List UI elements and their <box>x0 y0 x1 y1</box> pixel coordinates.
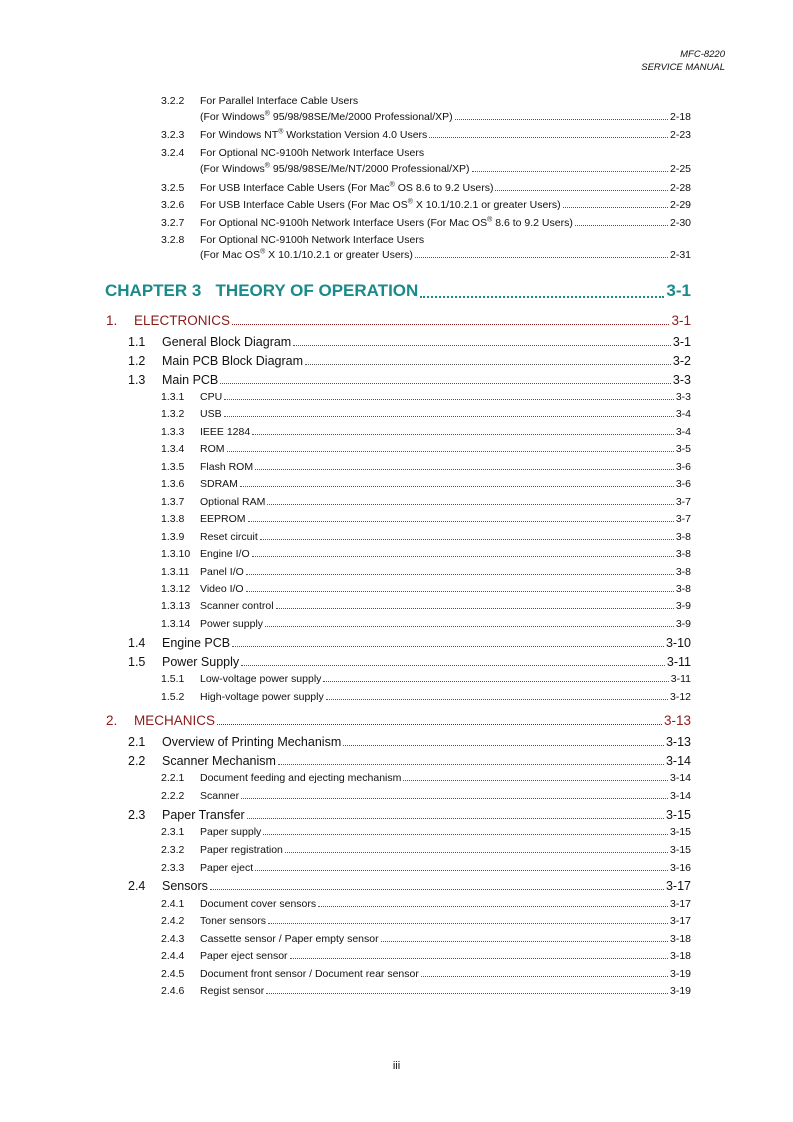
toc-page: 3-16 <box>669 862 691 874</box>
toc-title: Scanner <box>200 790 240 802</box>
leader-dots <box>224 399 674 400</box>
toc-entry[interactable] <box>161 496 691 508</box>
toc-title: General Block Diagram <box>162 335 292 349</box>
toc-entry[interactable] <box>128 808 691 822</box>
toc-entry[interactable] <box>106 713 691 728</box>
toc-number: 1.3.4 <box>161 443 185 455</box>
toc-title: Scanner control <box>200 600 274 612</box>
leader-dots <box>224 416 674 417</box>
toc-number: 2.2.2 <box>161 790 185 802</box>
toc-page: 2-25 <box>669 163 691 175</box>
leader-dots <box>232 324 669 325</box>
leader-dots <box>232 646 664 647</box>
toc-number: 2. <box>106 713 118 728</box>
toc-title: Power Supply <box>162 655 240 669</box>
toc-title: Document front sensor / Document rear sensor <box>200 968 419 980</box>
toc-number: 3.2.7 <box>161 217 185 229</box>
toc-title: Regist sensor <box>200 985 265 997</box>
leader-dots <box>293 345 671 346</box>
toc-page: 3-9 <box>675 618 691 630</box>
toc-entry[interactable] <box>161 566 691 578</box>
toc-entry[interactable] <box>161 618 691 630</box>
toc-number: 2.4.3 <box>161 933 185 945</box>
leader-dots <box>255 469 674 470</box>
toc-page: 3-7 <box>675 496 691 508</box>
toc-entry[interactable] <box>161 531 691 543</box>
toc-entry[interactable] <box>161 443 691 455</box>
toc-entry[interactable] <box>161 391 691 403</box>
toc-entry-3-2-8-cont[interactable] <box>200 249 691 261</box>
toc-entry[interactable] <box>161 673 691 685</box>
toc-title: Toner sensors <box>200 915 266 927</box>
toc-title: Cassette sensor / Paper empty sensor <box>200 933 379 945</box>
toc-page: 3-18 <box>669 950 691 962</box>
toc-number: 1.3.12 <box>161 583 191 595</box>
toc-title: Document cover sensors <box>200 898 317 910</box>
leader-dots <box>381 941 668 942</box>
toc-page: 3-14 <box>669 790 691 802</box>
toc-number: 1.3.5 <box>161 461 185 473</box>
toc-title: Paper eject sensor <box>200 950 288 962</box>
toc-entry-3-2-5[interactable] <box>161 182 691 194</box>
toc-entry[interactable] <box>161 461 691 473</box>
leader-dots <box>240 486 674 487</box>
toc-title: Sensors <box>162 879 208 893</box>
toc-entry[interactable] <box>161 844 691 856</box>
chapter-label: CHAPTER 3 THEORY OF OPERATION <box>105 281 419 300</box>
leader-dots <box>266 993 668 994</box>
toc-number: 2.3.3 <box>161 862 185 874</box>
toc-title: Main PCB <box>162 373 219 387</box>
toc-entry[interactable] <box>161 691 691 703</box>
toc-number: 3.2.5 <box>161 182 185 194</box>
toc-title: Reset circuit <box>200 531 258 543</box>
toc-number: 1.3.7 <box>161 496 185 508</box>
leader-dots <box>217 724 662 725</box>
toc-page: 3-4 <box>675 408 691 420</box>
toc-title: Flash ROM <box>200 461 254 473</box>
leader-dots <box>260 539 674 540</box>
toc-entry-3-2-8[interactable] <box>161 234 691 246</box>
toc-number: 1.3.8 <box>161 513 185 525</box>
toc-entry[interactable] <box>128 335 691 349</box>
toc-title: Video I/O <box>200 583 244 595</box>
toc-page: 3-8 <box>675 548 691 560</box>
leader-dots <box>263 834 668 835</box>
toc-title: ROM <box>200 443 225 455</box>
toc-page: 3-8 <box>675 531 691 543</box>
toc-entry-3-2-3[interactable] <box>161 129 691 141</box>
leader-dots <box>343 745 664 746</box>
toc-page: 3-13 <box>665 735 691 749</box>
toc-entry[interactable] <box>106 313 691 328</box>
toc-title: EEPROM <box>200 513 246 525</box>
toc-entry-3-2-2-cont[interactable] <box>200 111 691 123</box>
toc-number: 2.4.1 <box>161 898 185 910</box>
toc-number: 1.3.11 <box>161 566 190 578</box>
toc-page: 3-18 <box>669 933 691 945</box>
toc-page: 3-3 <box>672 373 691 387</box>
toc-title: Paper registration <box>200 844 283 856</box>
toc-number: 3.2.8 <box>161 234 185 246</box>
toc-entry[interactable] <box>161 826 691 838</box>
toc-entry-3-2-6[interactable] <box>161 199 691 211</box>
toc-page: 3-5 <box>675 443 691 455</box>
leader-dots <box>276 608 674 609</box>
toc-number: 2.4.4 <box>161 950 185 962</box>
toc-entry[interactable] <box>128 879 691 893</box>
leader-dots <box>248 521 674 522</box>
toc-number: 1.1 <box>128 335 146 349</box>
toc-number: 2.3 <box>128 808 146 822</box>
toc-number: 1.3.1 <box>161 391 185 403</box>
toc-title: Paper eject <box>200 862 254 874</box>
toc-number: 2.4 <box>128 879 146 893</box>
leader-dots <box>495 190 668 191</box>
toc-page: 3-14 <box>665 754 691 768</box>
toc-entry[interactable] <box>161 426 691 438</box>
toc-number: 2.2.1 <box>161 772 185 784</box>
toc-page: 3-11 <box>666 655 691 669</box>
leader-dots <box>268 923 668 924</box>
toc-number: 3.2.4 <box>161 147 185 159</box>
toc-title: For Windows NT® Workstation Version 4.0 Users <box>200 128 428 141</box>
toc-title: MECHANICS <box>134 713 216 728</box>
toc-number: 1.2 <box>128 354 146 368</box>
leader-dots <box>252 556 674 557</box>
toc-entry[interactable] <box>161 513 691 525</box>
toc-page: 3-2 <box>672 354 691 368</box>
toc-number: 2.3.2 <box>161 844 185 856</box>
toc-entry[interactable] <box>161 862 691 874</box>
toc-page: 3-4 <box>675 426 691 438</box>
header-doc-title: SERVICE MANUAL <box>641 62 725 73</box>
toc-page: 2-28 <box>669 182 691 194</box>
page-number: iii <box>392 1060 401 1072</box>
toc-number: 3.2.2 <box>161 95 185 107</box>
toc-number: 3.2.3 <box>161 129 185 141</box>
toc-entry[interactable] <box>128 354 691 368</box>
toc-page: 3-15 <box>669 826 691 838</box>
toc-entry-3-2-4-cont[interactable] <box>200 163 691 175</box>
toc-number: 2.3.1 <box>161 826 185 838</box>
toc-entry[interactable] <box>161 915 691 927</box>
toc-number: 2.4.5 <box>161 968 185 980</box>
toc-title: IEEE 1284 <box>200 426 251 438</box>
leader-dots <box>563 207 668 208</box>
toc-page: 3-12 <box>669 691 691 703</box>
toc-number: 1.3.13 <box>161 600 191 612</box>
leader-dots <box>455 119 668 120</box>
toc-entry[interactable] <box>161 600 691 612</box>
toc-number: 1.5 <box>128 655 146 669</box>
toc-number: 1.3.3 <box>161 426 185 438</box>
toc-page: 2-29 <box>669 199 691 211</box>
leader-dots <box>278 764 664 765</box>
leader-dots <box>255 870 668 871</box>
toc-number: 2.1 <box>128 735 146 749</box>
toc-number: 2.4.2 <box>161 915 185 927</box>
leader-dots <box>241 798 668 799</box>
toc-title: Engine PCB <box>162 636 231 650</box>
toc-entry[interactable] <box>161 898 691 910</box>
toc-title: For Optional NC-9100h Network Interface Users (For Mac OS® 8.6 to 9.2 Users) <box>200 216 573 229</box>
leader-dots <box>472 171 668 172</box>
toc-number: 2.2 <box>128 754 146 768</box>
toc-page: 3-7 <box>675 513 691 525</box>
leader-dots <box>290 958 668 959</box>
leader-dots <box>421 976 668 977</box>
leader-dots <box>210 889 664 890</box>
toc-entry[interactable] <box>128 373 691 387</box>
toc-entry[interactable] <box>161 790 691 802</box>
leader-dots <box>247 818 664 819</box>
toc-title: For USB Interface Cable Users (For Mac OS® X 10.1/10.2.1 or greater Users) <box>200 198 561 211</box>
leader-dots <box>323 681 668 682</box>
leader-dots <box>252 434 674 435</box>
toc-page: 3-1 <box>671 313 691 328</box>
toc-title: Main PCB Block Diagram <box>162 354 304 368</box>
toc-title-cont: (For Windows® 95/98/98SE/Me/NT/2000 Professional/XP) <box>200 162 470 175</box>
toc-title-cont: (For Mac OS® X 10.1/10.2.1 or greater Users) <box>200 248 413 261</box>
leader-dots <box>429 137 668 138</box>
toc-title: USB <box>200 408 222 420</box>
toc-page: 3-17 <box>665 879 691 893</box>
toc-title: Paper supply <box>200 826 262 838</box>
toc-entry[interactable] <box>161 968 691 980</box>
toc-page: 3-15 <box>665 808 691 822</box>
toc-title: Optional RAM <box>200 496 266 508</box>
toc-title: Power supply <box>200 618 264 630</box>
toc-number: 1. <box>106 313 118 328</box>
toc-page: 3-13 <box>663 713 691 728</box>
chapter-heading[interactable] <box>105 281 691 301</box>
leader-dots <box>267 504 673 505</box>
toc-entry[interactable] <box>128 735 691 749</box>
toc-title: For USB Interface Cable Users (For Mac® OS 8.6 to 9.2 Users) <box>200 181 494 194</box>
toc-page: 3-9 <box>675 600 691 612</box>
toc-entry[interactable] <box>128 754 691 768</box>
toc-entry-3-2-4[interactable] <box>161 147 691 159</box>
toc-number: 1.3.2 <box>161 408 185 420</box>
toc-title: Paper Transfer <box>162 808 245 822</box>
toc-page: 3-8 <box>675 583 691 595</box>
toc-page: 2-30 <box>669 217 691 229</box>
leader-dots <box>326 699 668 700</box>
toc-entry[interactable] <box>128 636 691 650</box>
toc-number: 1.5.2 <box>161 691 185 703</box>
toc-page: 3-19 <box>669 968 691 980</box>
toc-number: 2.4.6 <box>161 985 185 997</box>
toc-page: 3-10 <box>665 636 691 650</box>
toc-title: For Parallel Interface Cable Users <box>200 95 359 107</box>
leader-dots <box>575 225 668 226</box>
toc-title-cont: (For Windows® 95/98/98SE/Me/2000 Professional/XP) <box>200 110 453 123</box>
toc-number: 1.3.10 <box>161 548 191 560</box>
toc-entry[interactable] <box>161 933 691 945</box>
toc-title: SDRAM <box>200 478 238 490</box>
toc-title: ELECTRONICS <box>134 313 231 328</box>
leader-dots <box>403 780 668 781</box>
toc-page: 2-31 <box>669 249 691 261</box>
toc-number: 1.3.14 <box>161 618 191 630</box>
toc-page: 3-6 <box>675 478 691 490</box>
toc-title: For Optional NC-9100h Network Interface Users <box>200 147 425 159</box>
toc-number: 3.2.6 <box>161 199 185 211</box>
toc-title: CPU <box>200 391 223 403</box>
toc-page: 3-17 <box>669 915 691 927</box>
leader-dots <box>285 852 668 853</box>
toc-entry[interactable] <box>161 950 691 962</box>
toc-entry[interactable] <box>161 772 691 784</box>
toc-entry[interactable] <box>161 408 691 420</box>
toc-title: Scanner Mechanism <box>162 754 276 768</box>
toc-page: 3-15 <box>669 844 691 856</box>
toc-number: 1.3 <box>128 373 146 387</box>
toc-title: Low-voltage power supply <box>200 673 322 685</box>
toc-page: 3-3 <box>675 391 691 403</box>
leader-dots <box>227 451 674 452</box>
toc-page: 3-17 <box>669 898 691 910</box>
toc-page: 2-18 <box>669 111 691 123</box>
toc-entry-3-2-7[interactable] <box>161 217 691 229</box>
toc-title: Document feeding and ejecting mechanism <box>200 772 402 784</box>
toc-number: 1.4 <box>128 636 146 650</box>
chapter-title: THEORY OF OPERATION <box>215 281 419 300</box>
toc-title: Panel I/O <box>200 566 244 578</box>
toc-number: 1.5.1 <box>161 673 185 685</box>
toc-number: 1.3.9 <box>161 531 185 543</box>
leader-dots <box>220 383 671 384</box>
chapter-page: 3-1 <box>666 281 691 300</box>
leader-dots <box>318 906 668 907</box>
toc-entry[interactable] <box>161 548 691 560</box>
toc-page: 3-19 <box>669 985 691 997</box>
toc-page: 3-8 <box>675 566 691 578</box>
toc-title: Overview of Printing Mechanism <box>162 735 342 749</box>
toc-entry[interactable] <box>128 655 691 669</box>
leader-dots <box>305 364 671 365</box>
toc-title: High-voltage power supply <box>200 691 324 703</box>
leader-dots <box>241 665 665 666</box>
toc-page: 3-14 <box>669 772 691 784</box>
toc-entry-3-2-2[interactable] <box>161 95 691 107</box>
header-model: MFC-8220 <box>680 49 725 60</box>
leader-dots <box>265 626 674 627</box>
toc-page: 3-1 <box>672 335 691 349</box>
leader-dots <box>246 591 674 592</box>
toc-title: Engine I/O <box>200 548 250 560</box>
toc-page: 3-11 <box>670 673 691 685</box>
toc-entry[interactable] <box>161 985 691 997</box>
leader-dots <box>246 574 674 575</box>
toc-title: For Optional NC-9100h Network Interface Users <box>200 234 425 246</box>
toc-page: 3-6 <box>675 461 691 473</box>
toc-entry[interactable] <box>161 478 691 490</box>
toc-number: 1.3.6 <box>161 478 185 490</box>
leader-dots <box>415 257 668 258</box>
leader-dots <box>420 296 664 298</box>
toc-entry[interactable] <box>161 583 691 595</box>
toc-page: 2-23 <box>669 129 691 141</box>
